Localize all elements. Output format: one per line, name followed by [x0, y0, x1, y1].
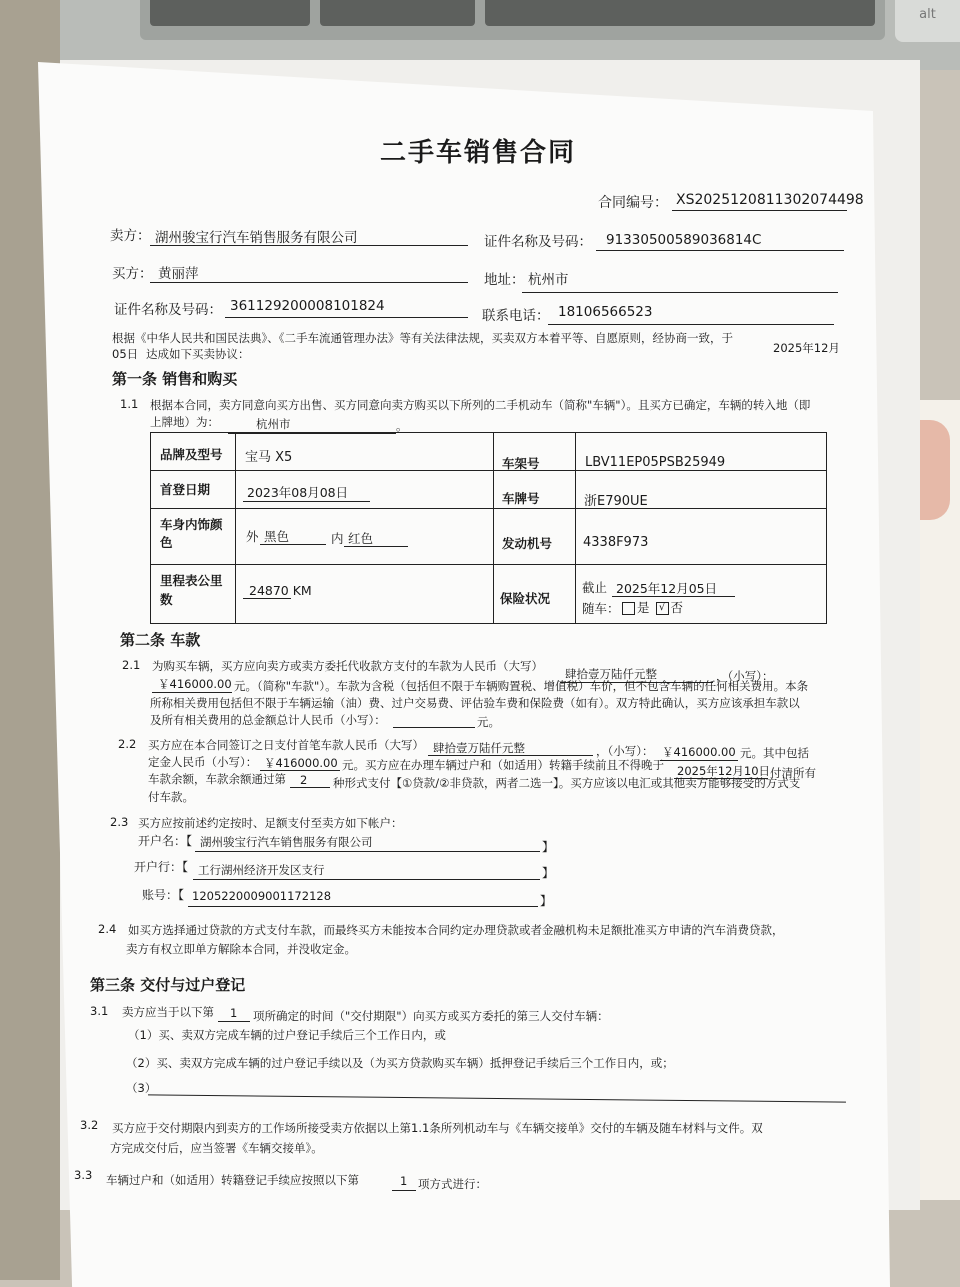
- underline: [393, 727, 475, 728]
- contract-no-label: 合同编号：: [598, 195, 668, 211]
- buyer-addr-label: 地址：: [484, 272, 525, 288]
- buyer-addr-value: 杭州市: [528, 272, 569, 288]
- buyer-id-value: 361129200008101824: [230, 298, 385, 314]
- mileage-label: 里程表公里: [160, 573, 223, 588]
- bracket: 】: [540, 894, 553, 908]
- clause-2-1-line1: 为购买车辆，买方应向卖方或卖方委托代收款方支付的车款为人民币（大写）: [152, 659, 543, 673]
- clause-2-2-line4: 付车款。: [148, 790, 194, 804]
- clause-number: 2.4: [98, 922, 117, 936]
- account-name: 湖州骏宝行汽车销售服务有限公司: [200, 835, 373, 849]
- buyer-phone-value: 18106566523: [558, 304, 653, 320]
- price-in-figures: ￥416000.00: [158, 677, 232, 691]
- insurance-label: 保险状况: [500, 591, 551, 606]
- clause-2-2-line1: 买方应在本合同签订之日支付首笔车款人民币（大写）: [148, 738, 424, 752]
- underline: [193, 879, 540, 880]
- preamble-line1: 根据《中华人民共和国民法典》、《二手车流通管理办法》等有关法律法规，买卖双方本着平等、自愿原则，经协商一致，于: [112, 331, 733, 345]
- underline: [672, 210, 847, 211]
- underline: [260, 544, 326, 545]
- plate-value: 浙E790UE: [584, 494, 648, 509]
- clause-2-1-line2: 元。（简称"车款"）。车款为含税（包括但不限于车辆购置税、增值税）车价，但不包含车辆的任何相关费用。本条: [234, 679, 809, 693]
- clause-text: 项方式进行：: [418, 1177, 487, 1191]
- interior-color: 红色: [348, 531, 374, 546]
- brand-label: 品牌及型号: [160, 447, 223, 462]
- spacebar: [485, 0, 875, 26]
- article2-heading: 第二条 车款: [120, 631, 201, 649]
- clause-number: 2.2: [118, 737, 137, 751]
- underline: [243, 598, 291, 599]
- clause-3-2-line2: 方完成交付后，应当签署《车辆交接单》。: [110, 1141, 323, 1155]
- buyer-id-label: 证件名称及号码：: [114, 302, 222, 318]
- reg-date-label: 首登日期: [160, 482, 211, 497]
- clause-number: 3.2: [80, 1118, 99, 1132]
- mileage-value: 24870 KM: [249, 583, 312, 598]
- reg-date-value: 2023年08月08日: [247, 485, 349, 500]
- preamble-date1: 2025年12月: [773, 341, 840, 355]
- clause-2-3-line1: 买方应按前述约定按时、足额支付至卖方如下帐户：: [138, 816, 403, 830]
- clause-1-1-line1: 根据本合同，卖方同意向买方出售、买方同意向卖方购买以下所列的二手机动车（简称"车辆"）。且买方已确定，车辆的转入地（即: [150, 398, 811, 412]
- underline: [150, 245, 468, 246]
- underline: [612, 596, 735, 597]
- clause-1-1-line2: 上牌地）为：: [150, 415, 219, 429]
- clause-text: ，（小写）：: [716, 669, 774, 683]
- underline: [344, 546, 408, 547]
- underline: [195, 851, 540, 852]
- account-number: 1205220009001172128: [192, 889, 332, 903]
- clause-text: 付清所有: [770, 766, 816, 780]
- buyer-name: 黄丽萍: [158, 266, 199, 282]
- exterior-prefix: 外: [246, 529, 259, 544]
- registration-city: 杭州市: [256, 417, 291, 431]
- buyer-phone-label: 联系电话：: [482, 308, 550, 324]
- bank-name: 工行湖州经济开发区支行: [198, 863, 325, 877]
- preamble-line2: 达成如下买卖协议：: [146, 347, 250, 361]
- underline: [428, 755, 593, 756]
- clause-number: 2.3: [110, 815, 129, 829]
- clause-text: 项所确定的时间（"交付期限"）向买方或买方委托的第三人交付车辆：: [253, 1009, 609, 1023]
- preamble-date2: 05日: [112, 347, 139, 361]
- clause-text: 元。: [477, 715, 500, 729]
- underline: [225, 317, 468, 318]
- delivery-option-2: （2）买、卖双方完成车辆的过户登记手续以及（为买方贷款购买车辆）抵押登记手续后三个工作日内，或；: [126, 1056, 674, 1070]
- underline: [152, 692, 232, 693]
- buyer-label: 买方：: [112, 266, 153, 282]
- underline: [596, 250, 844, 251]
- clause-2-2-line3: 车款余额，车款余额通过第: [148, 772, 286, 786]
- interior-prefix: 内: [331, 531, 344, 546]
- clause-text: ，（小写）：: [596, 744, 654, 758]
- transfer-option-no: 1: [400, 1174, 408, 1188]
- brand-value: 宝马 X5: [245, 450, 293, 465]
- insurance-date: 2025年12月05日: [616, 581, 718, 596]
- delivery-option-no: 1: [230, 1006, 238, 1020]
- clause-end: 。: [396, 419, 408, 433]
- insurance-yes-checkbox: 是 √ 否: [620, 598, 683, 616]
- underline: [188, 906, 538, 907]
- bracket: 】: [542, 840, 555, 854]
- clause-2-1-line4: 及所有相关费用的总金额总计人民币（小写）：: [150, 713, 386, 727]
- clause-2-1-line3: 所称相关费用包括但不限于车辆运输（油）费、过户交易费、评估验车费和保险费（如有）。双方特此确认，买方应该承担车款以: [150, 696, 800, 710]
- insurance-until: 截止: [582, 580, 608, 595]
- color-label: 车身内饰颜: [160, 517, 223, 532]
- clause-number: 1.1: [120, 397, 139, 411]
- seller-id-value: 91330500589036814C: [606, 232, 762, 248]
- underline: [548, 324, 834, 325]
- underline: [660, 760, 738, 761]
- delivery-option-3: （3）: [126, 1081, 157, 1095]
- alt-key: alt: [895, 0, 960, 42]
- payment-deadline: 2025年12月10日: [677, 764, 771, 778]
- clause-3-1-line1: 卖方应当于以下第: [122, 1005, 214, 1019]
- underline: [150, 282, 468, 283]
- price-in-words: 肆拾壹万陆仟元整: [565, 667, 657, 681]
- clause-3-3-line1: 车辆过户和（如适用）转籍登记手续应按照以下第: [106, 1173, 359, 1187]
- clause-text: 元。其中包括: [740, 746, 809, 760]
- underline: [243, 501, 370, 502]
- account-no-label: 账号：【: [142, 888, 185, 902]
- key: [150, 0, 310, 26]
- clause-2-4-line1: 如买方选择通过贷款的方式支付车款，而最终买方未能按本合同约定办理贷款或者金融机构未足额批准买方申请的汽车消费贷款，: [128, 923, 784, 937]
- plate-label: 车牌号: [502, 491, 540, 506]
- article1-heading: 第一条 销售和购买: [112, 370, 238, 388]
- underline: [392, 1190, 416, 1191]
- key: [320, 0, 475, 26]
- article3-heading: 第三条 交付与过户登记: [90, 976, 246, 994]
- clause-number: 3.3: [74, 1168, 93, 1182]
- vin-value: LBV11EP05PSB25949: [585, 455, 726, 470]
- vin-label: 车架号: [502, 456, 540, 471]
- seller-name: 湖州骏宝行汽车销售服务有限公司: [155, 230, 358, 246]
- first-payment-figures: ￥416000.00: [662, 745, 736, 759]
- clause-text: 种形式支付【①贷款/②非贷款，两者二选一】。买方应该以电汇或其他卖方能够接受的方式支: [333, 776, 801, 790]
- clause-number: 2.1: [122, 658, 141, 672]
- with-car-label: 随车：: [582, 601, 620, 616]
- contract-no-value: XS2025120811302074498: [676, 192, 864, 208]
- exterior-color: 黑色: [264, 529, 290, 544]
- engine-label: 发动机号: [502, 536, 553, 551]
- bracket: 】: [542, 866, 555, 880]
- clause-text: 元。买方应在办理车辆过户和（如适用）转籍手续前且不得晚于: [342, 758, 664, 772]
- seller-label: 卖方：: [110, 228, 151, 244]
- underline: [290, 787, 330, 788]
- underline: [522, 292, 838, 293]
- underline: [218, 1021, 250, 1022]
- color-label-2: 色: [160, 535, 173, 550]
- document-title: 二手车销售合同: [380, 138, 577, 168]
- mileage-label-2: 数: [160, 592, 173, 607]
- bank-label: 开户行：【: [134, 860, 189, 874]
- payment-method-no: 2: [300, 773, 308, 787]
- clause-2-4-line2: 卖方有权立即单方解除本合同，并没收定金。: [126, 942, 356, 956]
- first-payment-words: 肆拾壹万陆仟元整: [433, 741, 525, 755]
- clause-2-2-line2: 定金人民币（小写）：: [148, 755, 258, 769]
- account-name-label: 开户名：【: [138, 834, 193, 848]
- clause-3-2-line1: 买方应于交付期限内到卖方的工作场所接受卖方依据以上第1.1条所列机动车与《车辆交接单》交付的车辆及随车材料与文件。双: [112, 1121, 763, 1135]
- clause-number: 3.1: [90, 1004, 109, 1018]
- seller-id-label: 证件名称及号码：: [484, 234, 592, 250]
- deposit-amount: ￥416000.00: [264, 756, 338, 770]
- engine-value: 4338F973: [583, 535, 649, 550]
- delivery-option-1: （1）买、卖双方完成车辆的过户登记手续后三个工作日内，或: [128, 1028, 446, 1042]
